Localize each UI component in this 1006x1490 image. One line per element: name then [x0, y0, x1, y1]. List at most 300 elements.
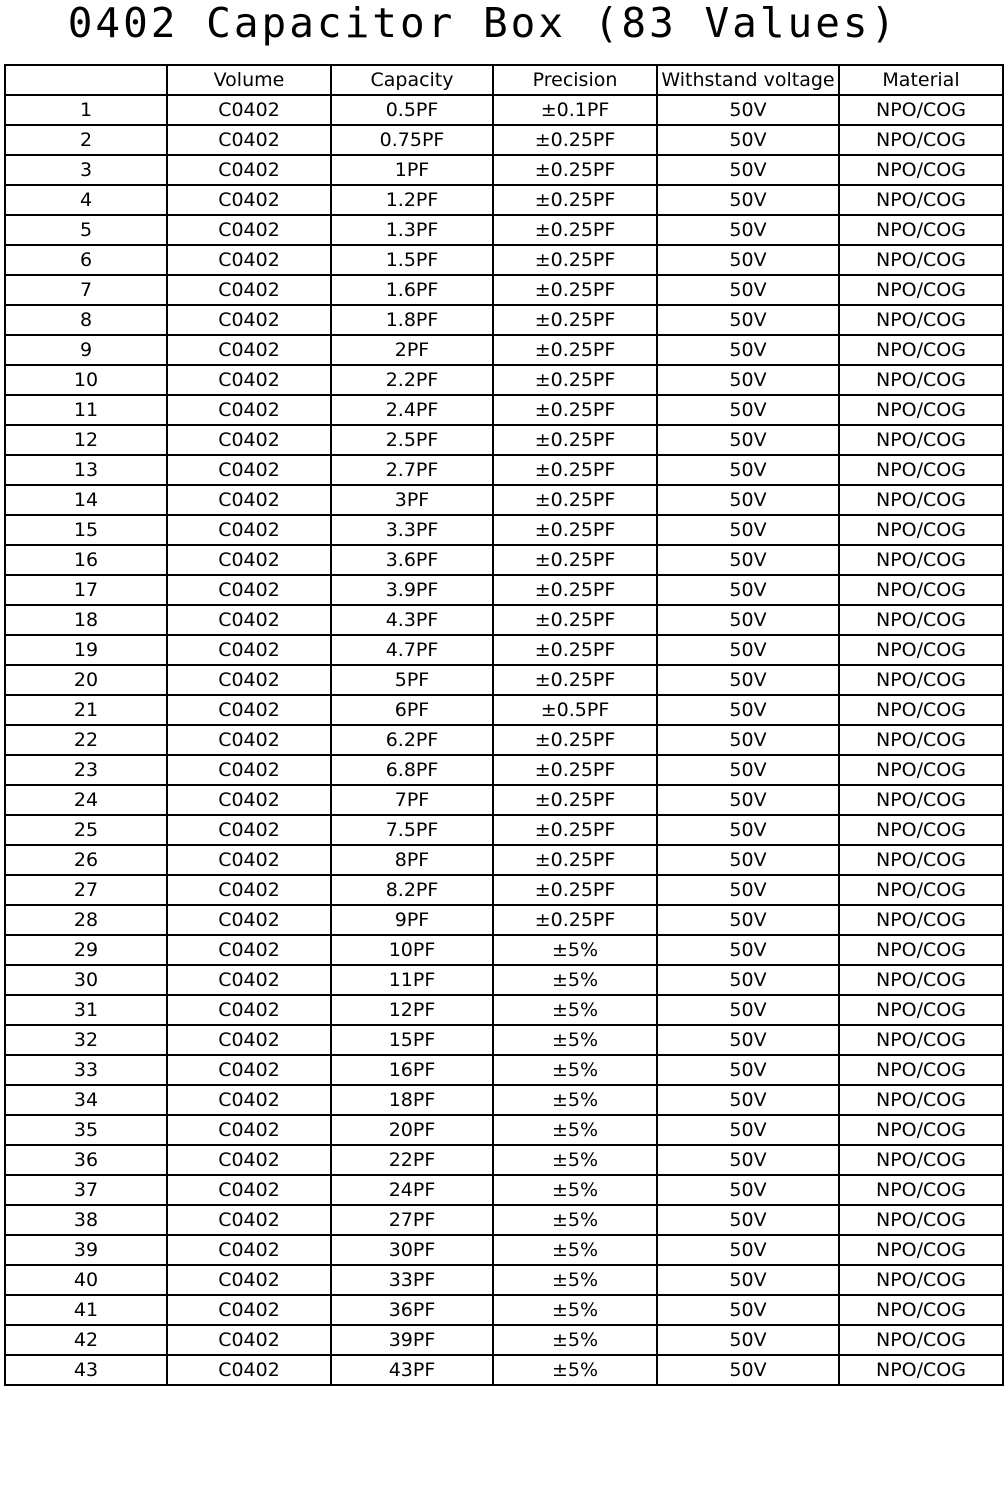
cell-capacity: 1.8PF — [331, 305, 493, 335]
cell-material: NPO/COG — [839, 545, 1003, 575]
cell-volume: C0402 — [167, 425, 331, 455]
table-row — [5, 785, 1003, 815]
cell-material: NPO/COG — [839, 95, 1003, 125]
table-row — [5, 965, 1003, 995]
cell-capacity: 30PF — [331, 1235, 493, 1265]
cell-index: 22 — [5, 725, 167, 755]
cell-index: 42 — [5, 1325, 167, 1355]
cell-withstand-voltage: 50V — [657, 815, 839, 845]
cell-volume: C0402 — [167, 1085, 331, 1115]
cell-volume: C0402 — [167, 485, 331, 515]
table-body — [5, 95, 1003, 1385]
cell-index: 26 — [5, 845, 167, 875]
cell-capacity: 18PF — [331, 1085, 493, 1115]
cell-precision: ±5% — [493, 1265, 657, 1295]
table-row — [5, 1025, 1003, 1055]
cell-withstand-voltage: 50V — [657, 875, 839, 905]
cell-material: NPO/COG — [839, 605, 1003, 635]
cell-volume: C0402 — [167, 215, 331, 245]
table-row — [5, 1205, 1003, 1235]
header-material: Material — [839, 65, 1003, 95]
cell-index: 40 — [5, 1265, 167, 1295]
cell-material: NPO/COG — [839, 365, 1003, 395]
cell-volume: C0402 — [167, 545, 331, 575]
table-row — [5, 215, 1003, 245]
table-row — [5, 1355, 1003, 1385]
cell-withstand-voltage: 50V — [657, 425, 839, 455]
cell-withstand-voltage: 50V — [657, 1325, 839, 1355]
cell-precision: ±0.25PF — [493, 635, 657, 665]
table-row — [5, 905, 1003, 935]
cell-volume: C0402 — [167, 635, 331, 665]
cell-precision: ±0.25PF — [493, 575, 657, 605]
table-row — [5, 365, 1003, 395]
cell-withstand-voltage: 50V — [657, 515, 839, 545]
cell-material: NPO/COG — [839, 275, 1003, 305]
cell-capacity: 3.6PF — [331, 545, 493, 575]
cell-withstand-voltage: 50V — [657, 1145, 839, 1175]
header-capacity: Capacity — [331, 65, 493, 95]
cell-capacity: 2.2PF — [331, 365, 493, 395]
cell-precision: ±0.25PF — [493, 815, 657, 845]
cell-withstand-voltage: 50V — [657, 1085, 839, 1115]
table-row — [5, 935, 1003, 965]
cell-capacity: 27PF — [331, 1205, 493, 1235]
cell-material: NPO/COG — [839, 965, 1003, 995]
cell-withstand-voltage: 50V — [657, 755, 839, 785]
cell-precision: ±0.5PF — [493, 695, 657, 725]
cell-material: NPO/COG — [839, 1205, 1003, 1235]
cell-volume: C0402 — [167, 95, 331, 125]
cell-withstand-voltage: 50V — [657, 965, 839, 995]
table-row — [5, 1325, 1003, 1355]
cell-volume: C0402 — [167, 995, 331, 1025]
table-row — [5, 515, 1003, 545]
table-row — [5, 1235, 1003, 1265]
capacitor-spec-table — [4, 64, 1004, 1386]
cell-withstand-voltage: 50V — [657, 1205, 839, 1235]
cell-precision: ±0.25PF — [493, 455, 657, 485]
cell-index: 43 — [5, 1355, 167, 1385]
cell-material: NPO/COG — [839, 755, 1003, 785]
cell-index: 3 — [5, 155, 167, 185]
cell-volume: C0402 — [167, 1325, 331, 1355]
table-row — [5, 1115, 1003, 1145]
cell-volume: C0402 — [167, 1235, 331, 1265]
cell-capacity: 20PF — [331, 1115, 493, 1145]
cell-volume: C0402 — [167, 305, 331, 335]
cell-volume: C0402 — [167, 1295, 331, 1325]
cell-volume: C0402 — [167, 935, 331, 965]
cell-capacity: 39PF — [331, 1325, 493, 1355]
cell-precision: ±0.25PF — [493, 125, 657, 155]
cell-precision: ±5% — [493, 935, 657, 965]
cell-volume: C0402 — [167, 515, 331, 545]
cell-volume: C0402 — [167, 1175, 331, 1205]
cell-volume: C0402 — [167, 275, 331, 305]
cell-capacity: 8.2PF — [331, 875, 493, 905]
cell-index: 1 — [5, 95, 167, 125]
cell-material: NPO/COG — [839, 1085, 1003, 1115]
cell-capacity: 12PF — [331, 995, 493, 1025]
cell-capacity: 1.6PF — [331, 275, 493, 305]
cell-index: 2 — [5, 125, 167, 155]
cell-index: 11 — [5, 395, 167, 425]
cell-material: NPO/COG — [839, 515, 1003, 545]
cell-withstand-voltage: 50V — [657, 1025, 839, 1055]
cell-capacity: 2.7PF — [331, 455, 493, 485]
cell-volume: C0402 — [167, 335, 331, 365]
cell-volume: C0402 — [167, 875, 331, 905]
cell-index: 17 — [5, 575, 167, 605]
cell-precision: ±0.25PF — [493, 665, 657, 695]
cell-volume: C0402 — [167, 125, 331, 155]
cell-material: NPO/COG — [839, 935, 1003, 965]
table-row — [5, 95, 1003, 125]
cell-precision: ±5% — [493, 1085, 657, 1115]
cell-material: NPO/COG — [839, 1325, 1003, 1355]
cell-material: NPO/COG — [839, 575, 1003, 605]
table-row — [5, 995, 1003, 1025]
cell-index: 24 — [5, 785, 167, 815]
cell-precision: ±5% — [493, 1055, 657, 1085]
cell-material: NPO/COG — [839, 215, 1003, 245]
table-row — [5, 305, 1003, 335]
cell-volume: C0402 — [167, 395, 331, 425]
cell-withstand-voltage: 50V — [657, 1055, 839, 1085]
cell-index: 27 — [5, 875, 167, 905]
cell-withstand-voltage: 50V — [657, 725, 839, 755]
cell-precision: ±0.25PF — [493, 365, 657, 395]
cell-volume: C0402 — [167, 1265, 331, 1295]
cell-capacity: 3.3PF — [331, 515, 493, 545]
cell-index: 39 — [5, 1235, 167, 1265]
cell-withstand-voltage: 50V — [657, 1355, 839, 1385]
cell-withstand-voltage: 50V — [657, 185, 839, 215]
cell-withstand-voltage: 50V — [657, 845, 839, 875]
cell-index: 13 — [5, 455, 167, 485]
cell-withstand-voltage: 50V — [657, 545, 839, 575]
cell-precision: ±0.25PF — [493, 755, 657, 785]
cell-volume: C0402 — [167, 965, 331, 995]
cell-precision: ±5% — [493, 965, 657, 995]
cell-withstand-voltage: 50V — [657, 905, 839, 935]
cell-capacity: 2.4PF — [331, 395, 493, 425]
cell-material: NPO/COG — [839, 425, 1003, 455]
table-row — [5, 695, 1003, 725]
cell-precision: ±0.25PF — [493, 215, 657, 245]
cell-index: 14 — [5, 485, 167, 515]
cell-material: NPO/COG — [839, 1355, 1003, 1385]
cell-index: 37 — [5, 1175, 167, 1205]
cell-precision: ±0.1PF — [493, 95, 657, 125]
cell-withstand-voltage: 50V — [657, 395, 839, 425]
cell-withstand-voltage: 50V — [657, 335, 839, 365]
cell-withstand-voltage: 50V — [657, 95, 839, 125]
cell-volume: C0402 — [167, 905, 331, 935]
table-row — [5, 455, 1003, 485]
cell-volume: C0402 — [167, 245, 331, 275]
header-volume: Volume — [167, 65, 331, 95]
cell-index: 9 — [5, 335, 167, 365]
cell-index: 25 — [5, 815, 167, 845]
cell-volume: C0402 — [167, 1205, 331, 1235]
cell-precision: ±5% — [493, 1175, 657, 1205]
cell-volume: C0402 — [167, 725, 331, 755]
cell-material: NPO/COG — [839, 665, 1003, 695]
cell-precision: ±0.25PF — [493, 845, 657, 875]
cell-material: NPO/COG — [839, 305, 1003, 335]
cell-precision: ±5% — [493, 1025, 657, 1055]
table-row — [5, 155, 1003, 185]
cell-capacity: 6.8PF — [331, 755, 493, 785]
cell-precision: ±5% — [493, 1235, 657, 1265]
cell-withstand-voltage: 50V — [657, 785, 839, 815]
table-row — [5, 665, 1003, 695]
cell-precision: ±0.25PF — [493, 275, 657, 305]
table-row — [5, 725, 1003, 755]
cell-volume: C0402 — [167, 365, 331, 395]
cell-index: 19 — [5, 635, 167, 665]
cell-withstand-voltage: 50V — [657, 695, 839, 725]
cell-index: 5 — [5, 215, 167, 245]
cell-material: NPO/COG — [839, 875, 1003, 905]
cell-volume: C0402 — [167, 185, 331, 215]
table-row — [5, 755, 1003, 785]
cell-material: NPO/COG — [839, 995, 1003, 1025]
cell-material: NPO/COG — [839, 335, 1003, 365]
header-row — [5, 65, 1003, 95]
cell-capacity: 3.9PF — [331, 575, 493, 605]
cell-material: NPO/COG — [839, 245, 1003, 275]
cell-material: NPO/COG — [839, 1295, 1003, 1325]
table-row — [5, 1055, 1003, 1085]
cell-index: 21 — [5, 695, 167, 725]
table-row — [5, 1295, 1003, 1325]
table-row — [5, 275, 1003, 305]
cell-precision: ±5% — [493, 995, 657, 1025]
cell-index: 23 — [5, 755, 167, 785]
cell-precision: ±0.25PF — [493, 155, 657, 185]
cell-precision: ±0.25PF — [493, 905, 657, 935]
cell-material: NPO/COG — [839, 815, 1003, 845]
table-row — [5, 1265, 1003, 1295]
cell-withstand-voltage: 50V — [657, 575, 839, 605]
cell-material: NPO/COG — [839, 725, 1003, 755]
cell-index: 4 — [5, 185, 167, 215]
cell-material: NPO/COG — [839, 695, 1003, 725]
table-row — [5, 1175, 1003, 1205]
cell-volume: C0402 — [167, 1025, 331, 1055]
cell-withstand-voltage: 50V — [657, 665, 839, 695]
cell-precision: ±0.25PF — [493, 395, 657, 425]
cell-withstand-voltage: 50V — [657, 605, 839, 635]
cell-material: NPO/COG — [839, 155, 1003, 185]
table-row — [5, 245, 1003, 275]
cell-material: NPO/COG — [839, 125, 1003, 155]
cell-volume: C0402 — [167, 1055, 331, 1085]
cell-material: NPO/COG — [839, 785, 1003, 815]
table-row — [5, 395, 1003, 425]
cell-volume: C0402 — [167, 665, 331, 695]
cell-index: 32 — [5, 1025, 167, 1055]
cell-withstand-voltage: 50V — [657, 485, 839, 515]
cell-index: 38 — [5, 1205, 167, 1235]
cell-precision: ±5% — [493, 1325, 657, 1355]
cell-precision: ±0.25PF — [493, 425, 657, 455]
cell-precision: ±0.25PF — [493, 875, 657, 905]
cell-volume: C0402 — [167, 695, 331, 725]
cell-capacity: 0.5PF — [331, 95, 493, 125]
cell-index: 10 — [5, 365, 167, 395]
cell-capacity: 36PF — [331, 1295, 493, 1325]
cell-index: 41 — [5, 1295, 167, 1325]
cell-withstand-voltage: 50V — [657, 635, 839, 665]
cell-capacity: 9PF — [331, 905, 493, 935]
cell-precision: ±0.25PF — [493, 485, 657, 515]
cell-index: 8 — [5, 305, 167, 335]
cell-withstand-voltage: 50V — [657, 1295, 839, 1325]
cell-index: 31 — [5, 995, 167, 1025]
page-title: 0402 Capacitor Box (83 Values) — [67, 0, 899, 47]
cell-capacity: 2PF — [331, 335, 493, 365]
cell-capacity: 6.2PF — [331, 725, 493, 755]
cell-capacity: 7.5PF — [331, 815, 493, 845]
cell-capacity: 11PF — [331, 965, 493, 995]
cell-material: NPO/COG — [839, 845, 1003, 875]
cell-precision: ±0.25PF — [493, 785, 657, 815]
table-row — [5, 1085, 1003, 1115]
cell-capacity: 3PF — [331, 485, 493, 515]
cell-capacity: 43PF — [331, 1355, 493, 1385]
cell-precision: ±0.25PF — [493, 245, 657, 275]
cell-capacity: 5PF — [331, 665, 493, 695]
cell-precision: ±0.25PF — [493, 515, 657, 545]
cell-withstand-voltage: 50V — [657, 935, 839, 965]
cell-index: 6 — [5, 245, 167, 275]
cell-index: 15 — [5, 515, 167, 545]
cell-material: NPO/COG — [839, 1115, 1003, 1145]
cell-material: NPO/COG — [839, 1055, 1003, 1085]
cell-precision: ±0.25PF — [493, 305, 657, 335]
cell-index: 33 — [5, 1055, 167, 1085]
cell-capacity: 2.5PF — [331, 425, 493, 455]
table-row — [5, 335, 1003, 365]
cell-capacity: 7PF — [331, 785, 493, 815]
table-row — [5, 425, 1003, 455]
cell-withstand-voltage: 50V — [657, 1235, 839, 1265]
cell-withstand-voltage: 50V — [657, 995, 839, 1025]
cell-withstand-voltage: 50V — [657, 1265, 839, 1295]
cell-volume: C0402 — [167, 1355, 331, 1385]
cell-index: 35 — [5, 1115, 167, 1145]
cell-capacity: 6PF — [331, 695, 493, 725]
table-row — [5, 545, 1003, 575]
cell-index: 36 — [5, 1145, 167, 1175]
cell-capacity: 8PF — [331, 845, 493, 875]
cell-material: NPO/COG — [839, 1025, 1003, 1055]
cell-precision: ±5% — [493, 1115, 657, 1145]
cell-capacity: 16PF — [331, 1055, 493, 1085]
cell-material: NPO/COG — [839, 1235, 1003, 1265]
cell-precision: ±0.25PF — [493, 725, 657, 755]
cell-withstand-voltage: 50V — [657, 305, 839, 335]
cell-capacity: 1.5PF — [331, 245, 493, 275]
header-index — [5, 65, 167, 95]
cell-withstand-voltage: 50V — [657, 215, 839, 245]
cell-volume: C0402 — [167, 815, 331, 845]
cell-capacity: 1.3PF — [331, 215, 493, 245]
cell-withstand-voltage: 50V — [657, 455, 839, 485]
cell-material: NPO/COG — [839, 485, 1003, 515]
cell-withstand-voltage: 50V — [657, 125, 839, 155]
cell-precision: ±0.25PF — [493, 545, 657, 575]
cell-volume: C0402 — [167, 155, 331, 185]
cell-withstand-voltage: 50V — [657, 1175, 839, 1205]
cell-capacity: 22PF — [331, 1145, 493, 1175]
header-precision: Precision — [493, 65, 657, 95]
cell-capacity: 15PF — [331, 1025, 493, 1055]
table-row — [5, 815, 1003, 845]
cell-volume: C0402 — [167, 1115, 331, 1145]
table-row — [5, 1145, 1003, 1175]
cell-volume: C0402 — [167, 455, 331, 485]
cell-material: NPO/COG — [839, 185, 1003, 215]
cell-index: 7 — [5, 275, 167, 305]
table-row — [5, 875, 1003, 905]
cell-index: 20 — [5, 665, 167, 695]
cell-volume: C0402 — [167, 1145, 331, 1175]
cell-precision: ±5% — [493, 1205, 657, 1235]
cell-precision: ±5% — [493, 1295, 657, 1325]
header-withstand-voltage: Withstand voltage — [657, 65, 839, 95]
cell-precision: ±0.25PF — [493, 185, 657, 215]
cell-material: NPO/COG — [839, 905, 1003, 935]
cell-capacity: 1.2PF — [331, 185, 493, 215]
cell-material: NPO/COG — [839, 1145, 1003, 1175]
cell-material: NPO/COG — [839, 635, 1003, 665]
cell-capacity: 33PF — [331, 1265, 493, 1295]
cell-capacity: 0.75PF — [331, 125, 493, 155]
cell-withstand-voltage: 50V — [657, 275, 839, 305]
cell-withstand-voltage: 50V — [657, 1115, 839, 1145]
table-row — [5, 605, 1003, 635]
table-row — [5, 575, 1003, 605]
cell-index: 28 — [5, 905, 167, 935]
cell-volume: C0402 — [167, 575, 331, 605]
cell-volume: C0402 — [167, 755, 331, 785]
cell-material: NPO/COG — [839, 455, 1003, 485]
cell-volume: C0402 — [167, 785, 331, 815]
cell-capacity: 4.3PF — [331, 605, 493, 635]
table-row — [5, 125, 1003, 155]
table-row — [5, 185, 1003, 215]
table-header — [5, 65, 1003, 95]
cell-material: NPO/COG — [839, 395, 1003, 425]
cell-withstand-voltage: 50V — [657, 365, 839, 395]
cell-capacity: 1PF — [331, 155, 493, 185]
cell-index: 18 — [5, 605, 167, 635]
table-row — [5, 485, 1003, 515]
cell-precision: ±5% — [493, 1355, 657, 1385]
table-row — [5, 845, 1003, 875]
cell-volume: C0402 — [167, 845, 331, 875]
cell-precision: ±0.25PF — [493, 335, 657, 365]
cell-volume: C0402 — [167, 605, 331, 635]
table-row — [5, 635, 1003, 665]
cell-material: NPO/COG — [839, 1265, 1003, 1295]
cell-capacity: 10PF — [331, 935, 493, 965]
